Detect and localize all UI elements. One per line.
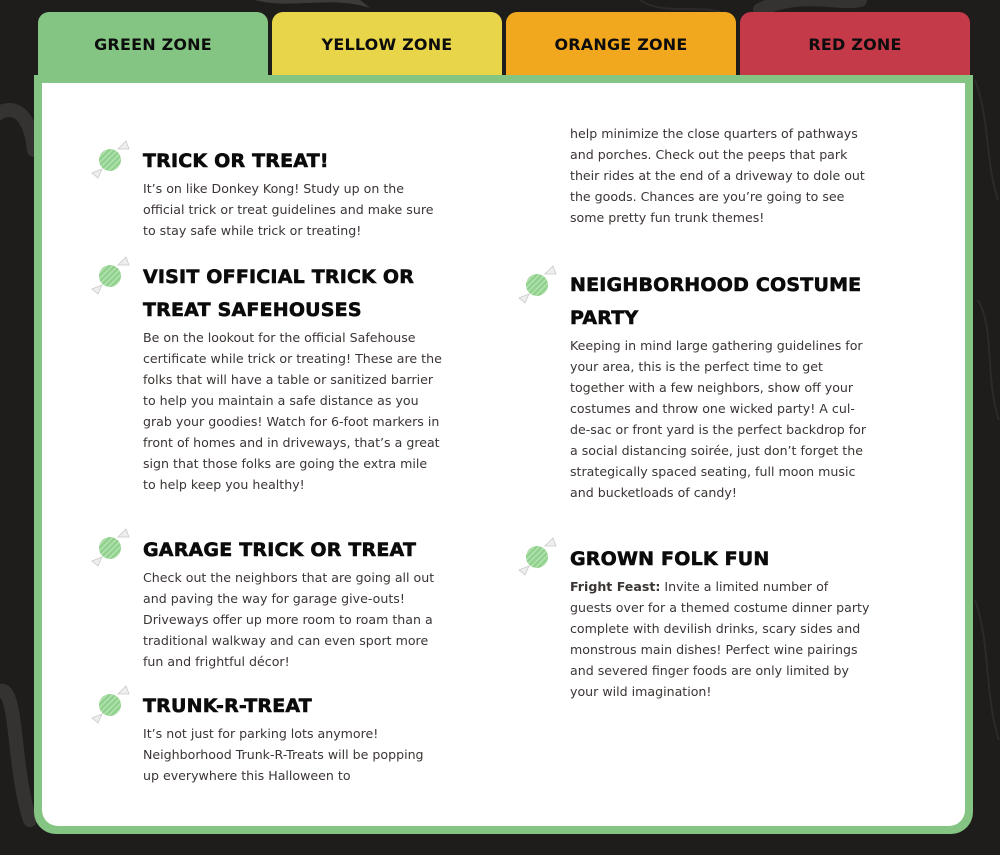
activity-title: GARAGE TRICK OR TREAT [143, 539, 417, 561]
activity-body: It’s not just for parking lots anymore! Neighborhood Trunk-R-Treats will be popping up everywhere this Halloween to [143, 726, 424, 783]
wrapped-candy-icon [88, 139, 132, 179]
wrapped-candy-icon [515, 264, 559, 304]
tab-label: RED ZONE [808, 34, 902, 54]
activity-title: NEIGHBORHOOD COSTUME PARTY [570, 274, 862, 329]
activity-title: TRICK OR TREAT! [143, 150, 329, 172]
activity-body: Be on the lookout for the official Safehouse certificate while trick or treating! These are the folks that will have a table or sanitized barrier to help you maintain a safe distance as you grab your goodies! Watch for 6-foot markers in front of homes and in driveways, that’s a great sign that those folks are going the extra mile to help keep you healthy! [143, 330, 442, 492]
tab-label: ORANGE ZONE [554, 34, 688, 54]
wrapped-candy-icon [88, 255, 132, 295]
activity-body: Keeping in mind large gathering guidelines for your area, this is the perfect time to get together with a few neighbors, show off your costumes and throw one wicked party! A cul-de-sac or front yard is the perfect backdrop for a social distancing soirée, just don’t forget the strategically spaced seating, full moon music and bucketloads of candy! [570, 338, 867, 500]
activity-trunk-r-treat-continued [570, 123, 870, 228]
activity-garage-trick-or-treat [143, 534, 443, 672]
activity-trunk-r-treat [143, 690, 443, 786]
panel-content [42, 83, 965, 826]
activity-neighborhood-costume-party [570, 269, 870, 503]
tab-yellow-zone[interactable] [272, 12, 502, 76]
tab-red-zone[interactable] [740, 12, 970, 76]
activity-title: TRUNK-R-TREAT [143, 695, 312, 717]
activity-trick-or-treat [143, 145, 443, 241]
tab-label: YELLOW ZONE [321, 34, 453, 54]
fright-feast-label: Fright Feast: [570, 579, 661, 594]
activity-title: GROWN FOLK FUN [570, 548, 770, 570]
tab-green-zone[interactable] [38, 12, 268, 76]
green-zone-panel [34, 75, 973, 834]
activity-body [570, 576, 870, 702]
wrapped-candy-icon [515, 536, 559, 576]
activity-title: VISIT OFFICIAL TRICK OR TREAT SAFEHOUSES [143, 266, 415, 321]
tab-orange-zone[interactable] [506, 12, 736, 76]
zone-tabs [38, 12, 970, 76]
tab-label: GREEN ZONE [94, 34, 212, 54]
wrapped-candy-icon [88, 684, 132, 724]
activity-body: It’s on like Donkey Kong! Study up on the official trick or treat guidelines and make sure to stay safe while trick or treating! [143, 181, 434, 238]
fright-feast-text: Invite a limited number of guests over for a themed costume dinner party complete with devilish drinks, scary sides and monstrous main dishes! Perfect wine pairings and severed finger foods are only limited by your wild imagination! [570, 579, 870, 699]
wrapped-candy-icon [88, 527, 132, 567]
activity-body: help minimize the close quarters of pathways and porches. Check out the peeps that park their rides at the end of a driveway to dole out the goods. Chances are you’re going to see some pretty fun trunk themes! [570, 126, 865, 225]
activity-grown-folk-fun [570, 543, 870, 702]
activity-body: Check out the neighbors that are going all out and paving the way for garage give-outs! Driveways offer up more room to roam than a traditional walkway and can even sport more fun and frightful décor! [143, 570, 435, 669]
activity-safehouses [143, 261, 443, 495]
